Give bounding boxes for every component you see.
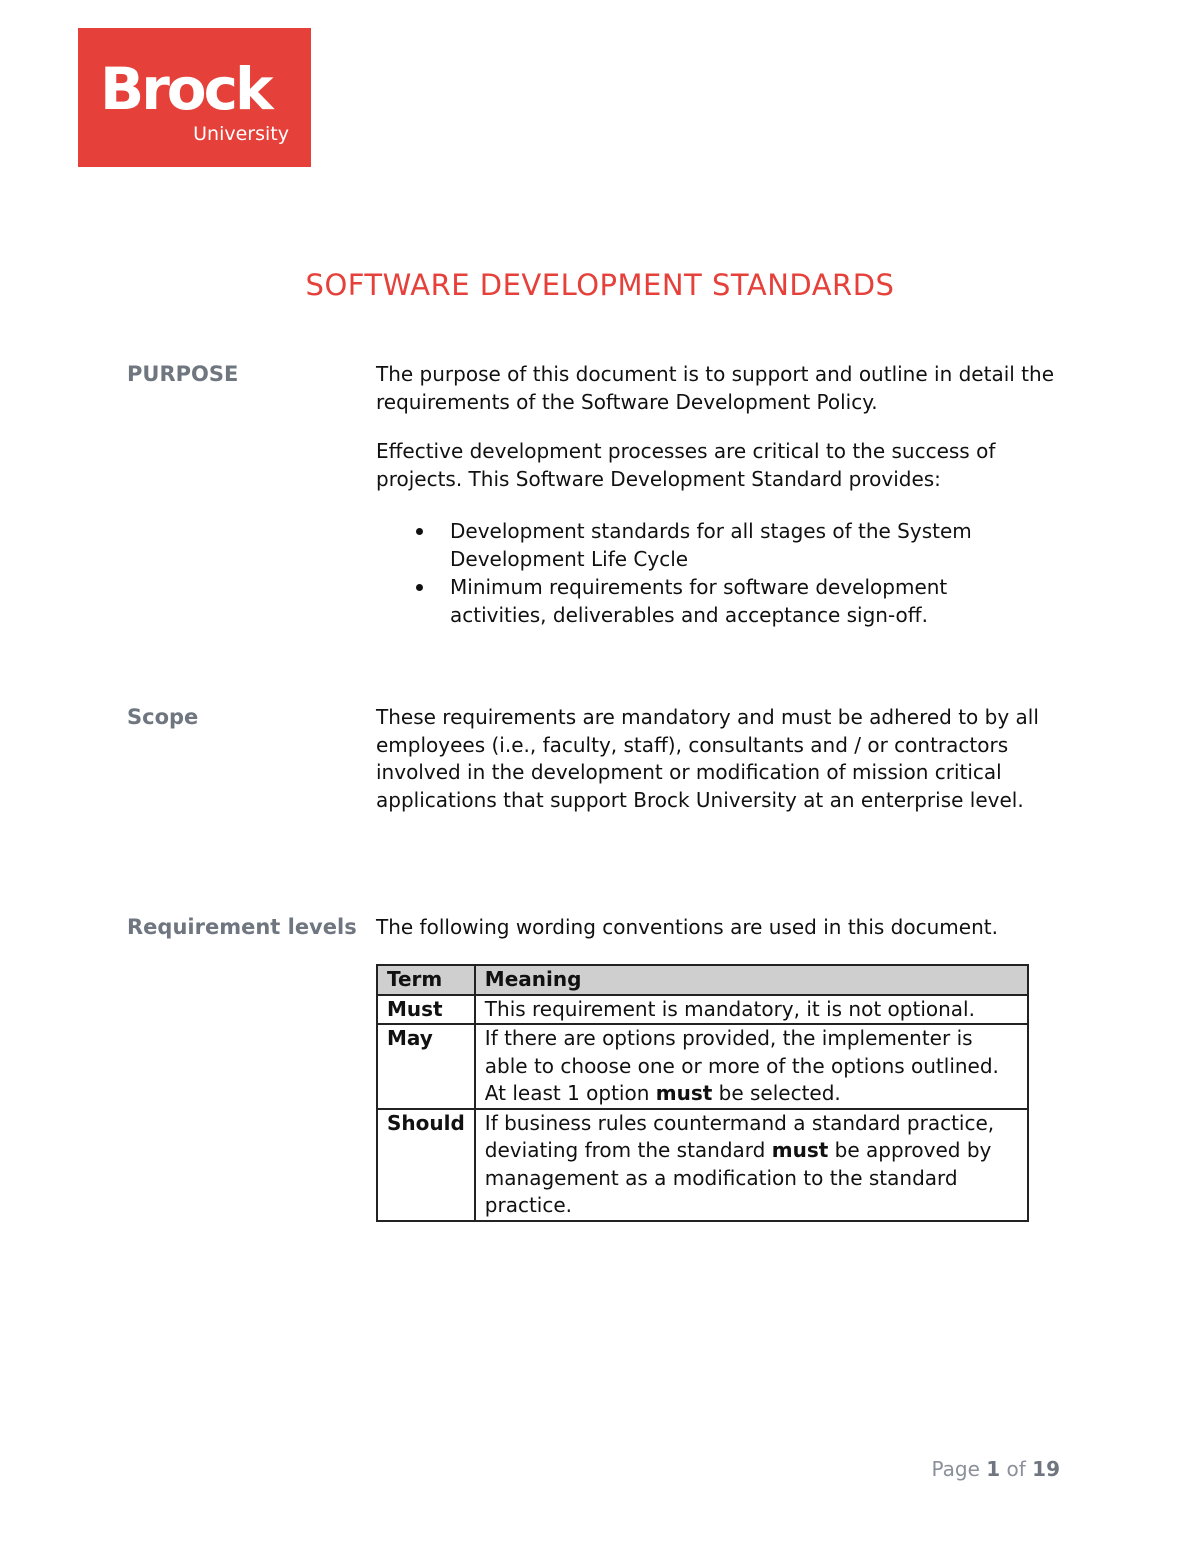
table-header-term: Term: [377, 965, 475, 995]
requirement-levels-label: Requirement levels: [127, 915, 357, 939]
logo-brand-text: Brock: [100, 55, 271, 123]
table-row: [377, 995, 1028, 1025]
meaning-cell: This requirement is mandatory, it is not optional.: [475, 995, 1028, 1025]
page-word: Page: [931, 1457, 980, 1481]
total-pages: 19: [1032, 1457, 1060, 1481]
document-title: SOFTWARE DEVELOPMENT STANDARDS: [305, 268, 895, 302]
scope-paragraph: These requirements are mandatory and must be adhered to by all employees (i.e., faculty, staff), consultants and / or contractors involved in the development or modification of mission critical applications that support Brock University at an enterprise level.: [376, 705, 1039, 812]
meaning-text: If business rules countermand a standard practice, deviating from the standard: [484, 1110, 995, 1162]
page-number: [931, 1457, 1060, 1481]
logo-sub-text: University: [193, 123, 289, 145]
of-word: of: [1006, 1457, 1026, 1481]
purpose-paragraph-2: Effective development processes are critical to the success of projects. This Software Development Standard provides:: [376, 439, 996, 491]
current-page: 1: [986, 1457, 1001, 1481]
bullet-icon: [416, 584, 423, 591]
bullet-text: Development standards for all stages of the System Development Life Cycle: [450, 519, 972, 571]
meaning-text: If there are options provided, the implementer is able to choose one or more of the options outlined. At least 1 option: [484, 1026, 999, 1105]
table-header-row: [377, 965, 1028, 995]
purpose-bullet-list: [376, 517, 1016, 629]
meaning-text: be approved by management as a modification to the standard practice.: [484, 1138, 992, 1217]
meaning-emphasis: must: [655, 1081, 713, 1105]
brock-university-logo: [78, 28, 311, 167]
term-cell: May: [377, 1024, 475, 1109]
meaning-text: be selected.: [712, 1081, 841, 1105]
meaning-cell: [475, 1024, 1028, 1109]
list-item: [376, 573, 1016, 629]
bullet-icon: [416, 528, 423, 535]
requirement-levels-intro: The following wording conventions are used in this document.: [376, 915, 998, 939]
wording-conventions-table: [376, 964, 1029, 1222]
term-cell: Must: [377, 995, 475, 1025]
meaning-emphasis: must: [771, 1138, 829, 1162]
purpose-paragraph-1: The purpose of this document is to support and outline in detail the requirements of the Software Development Policy.: [376, 362, 1054, 414]
scope-label: Scope: [127, 705, 199, 729]
term-cell: Should: [377, 1109, 475, 1221]
meaning-cell: [475, 1109, 1028, 1221]
table-header-meaning: Meaning: [475, 965, 1028, 995]
purpose-label: PURPOSE: [127, 362, 239, 386]
table-row: [377, 1024, 1028, 1109]
bullet-text: Minimum requirements for software development activities, deliverables and acceptance sign-off.: [450, 575, 948, 627]
list-item: [376, 517, 1016, 573]
table-row: [377, 1109, 1028, 1221]
